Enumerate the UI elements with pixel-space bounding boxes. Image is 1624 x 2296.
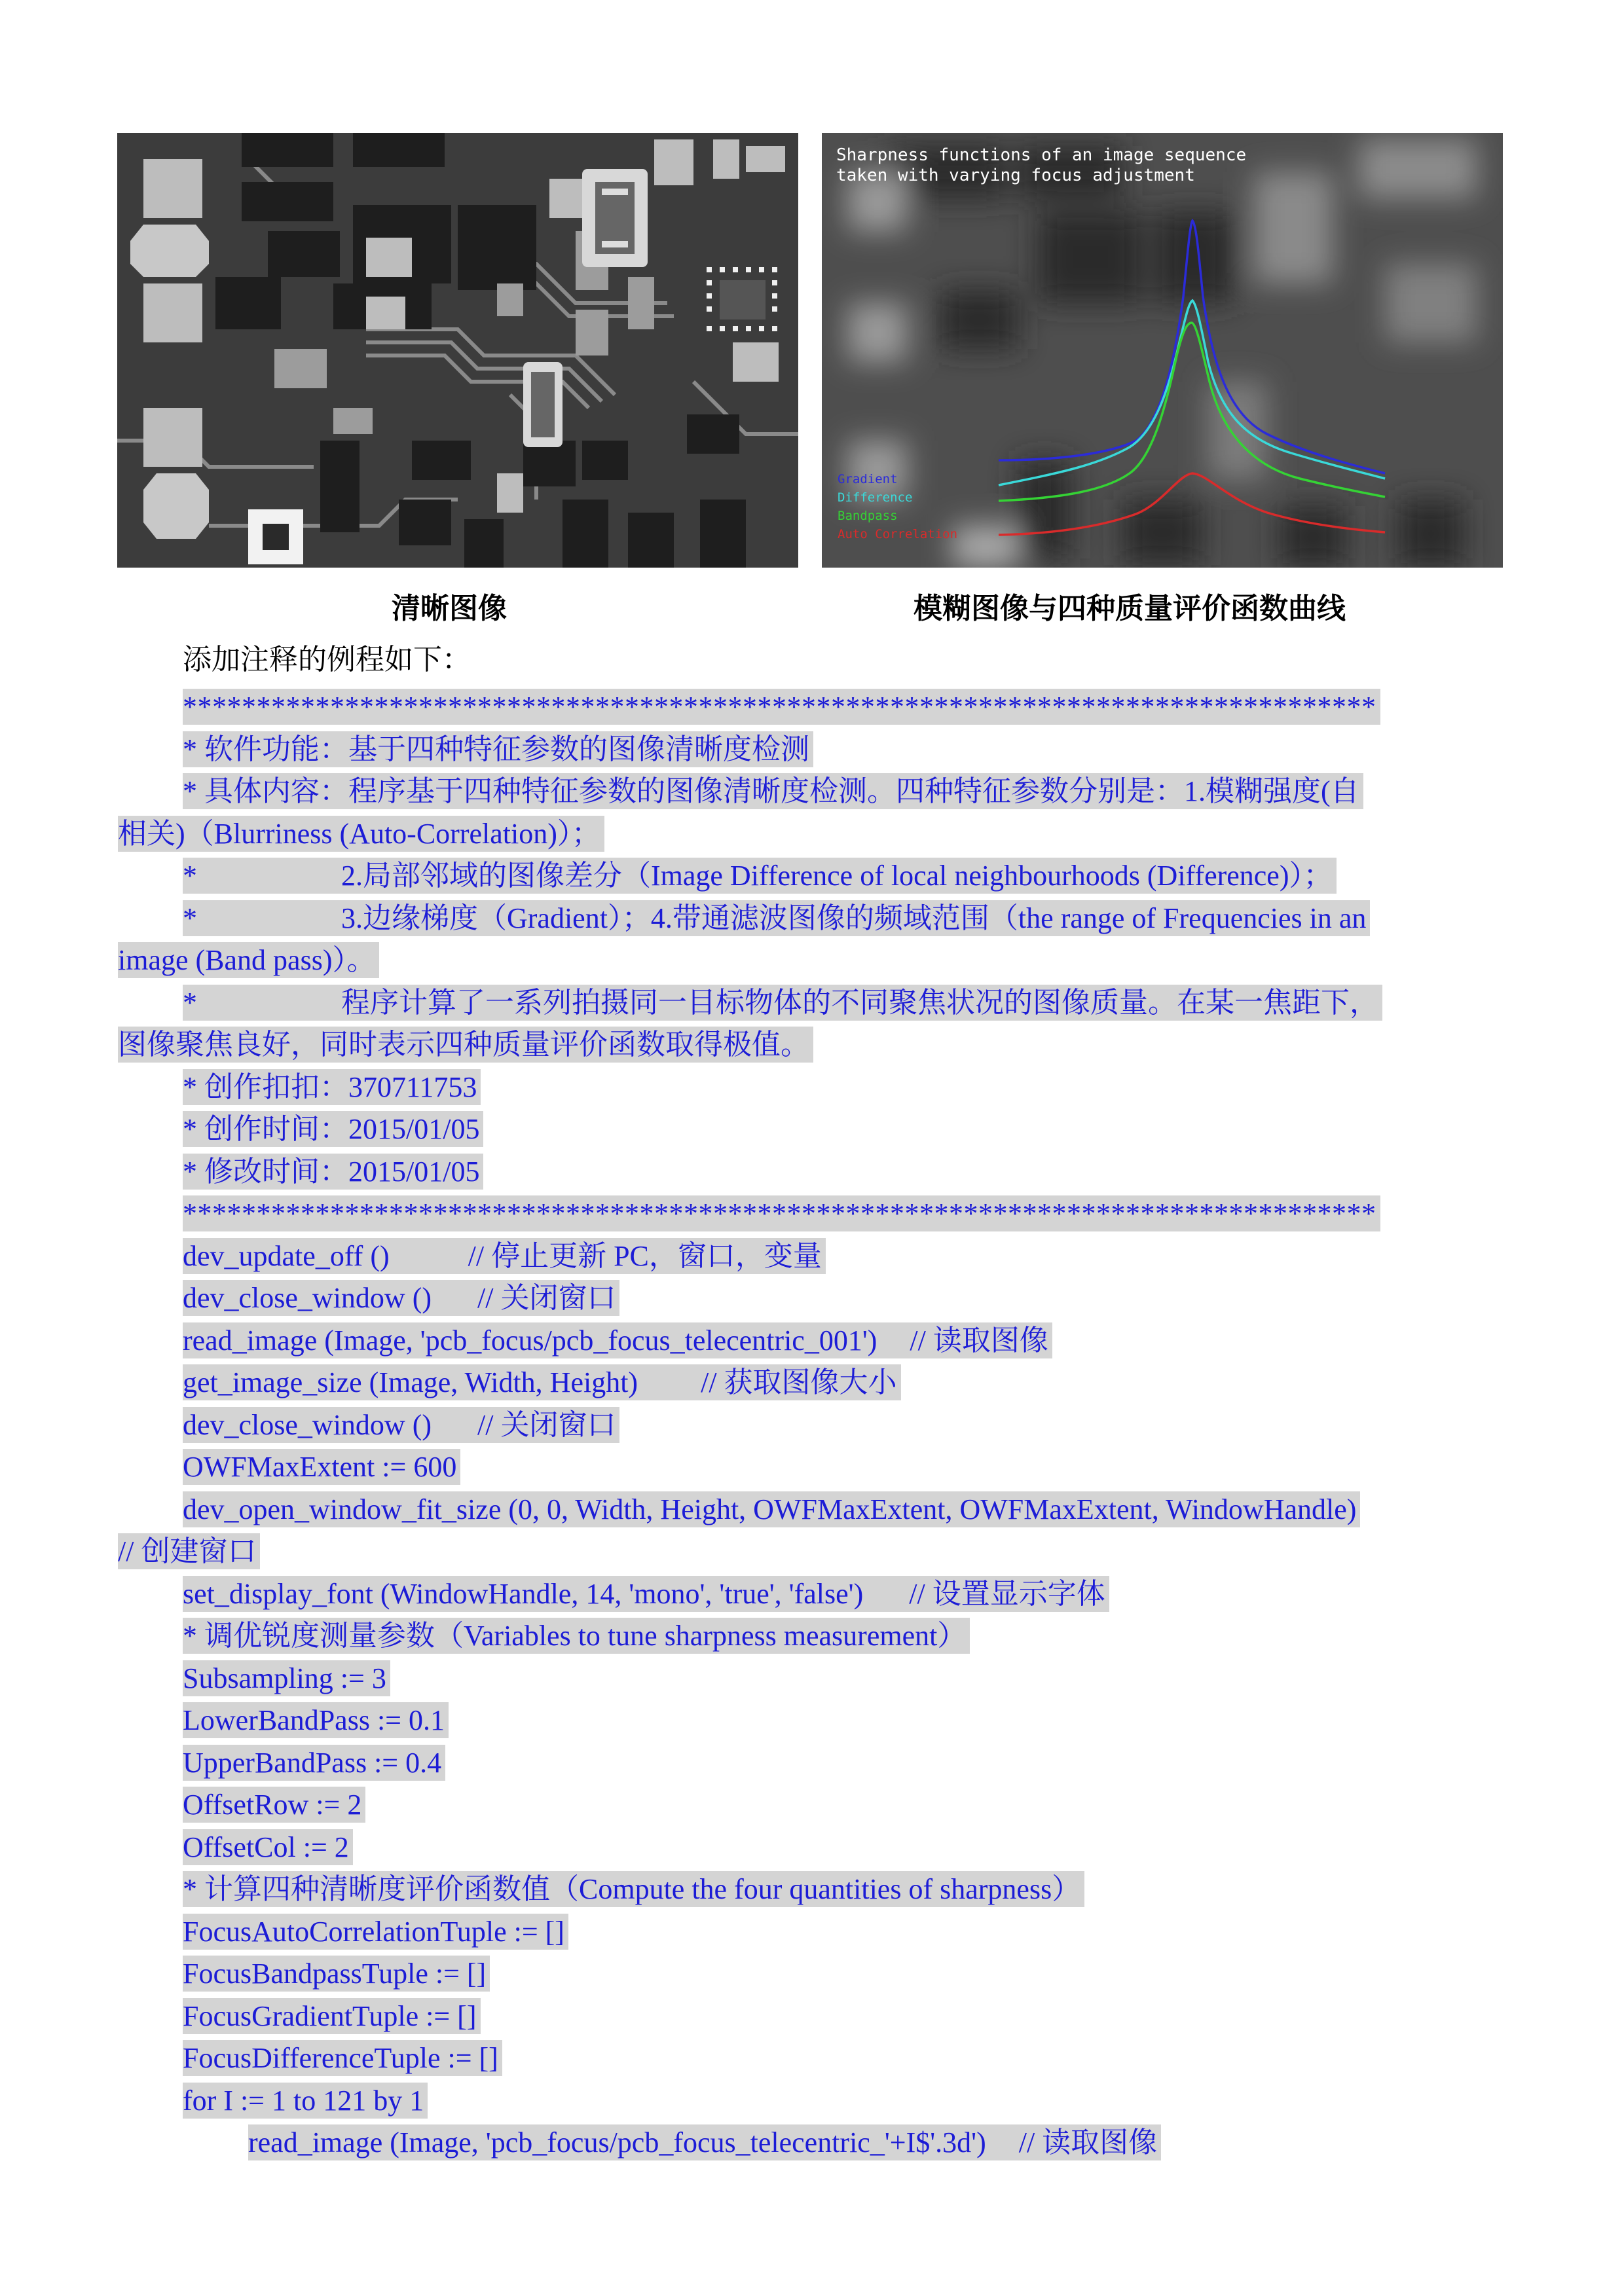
code-offset-col: OffsetCol := 2 bbox=[183, 1829, 353, 1865]
comment-local-difference: * 2.局部邻域的图像差分（Image Difference of local neighbourhoods (Difference)）； bbox=[183, 858, 1337, 894]
comment-gradient-bandpass: * 3.边缘梯度（Gradient）；4.带通滤波图像的频域范围（the range of Frequencies in an bbox=[183, 900, 1370, 936]
comment-stars-bottom: ********************************************************************************* bbox=[183, 1195, 1380, 1231]
legend-auto-correlation: Auto Correlation bbox=[838, 527, 958, 541]
code-focus-difference-tuple: FocusDifferenceTuple := [] bbox=[183, 2040, 502, 2076]
comment-stars-top: ********************************************************************************* bbox=[183, 689, 1380, 725]
comment-modified: * 修改时间：2015/01/05 bbox=[183, 1154, 483, 1190]
caption-sharp-image: 清晰图像 bbox=[392, 592, 507, 625]
intro-text: 添加注释的例程如下： bbox=[183, 644, 471, 676]
comment-tune-params: * 调优锐度测量参数（Variables to tune sharpness measurement） bbox=[183, 1618, 970, 1654]
code-offset-row: OffsetRow := 2 bbox=[183, 1787, 365, 1823]
code-read-image-2: read_image (Image, 'pcb_focus/pcb_focus_telecentric_'+I$'.3d') // 读取图像 bbox=[248, 2124, 1161, 2160]
code-owf-max-extent: OWFMaxExtent := 600 bbox=[183, 1449, 460, 1485]
legend-gradient: Gradient bbox=[838, 472, 898, 486]
code-focus-autocorr-tuple: FocusAutoCorrelationTuple := [] bbox=[183, 1914, 568, 1950]
code-dev-close-window-2: dev_close_window () // 关闭窗口 bbox=[183, 1407, 619, 1443]
code-listing bbox=[0, 685, 1624, 2164]
comment-compute: * 计算四种清晰度评价函数值（Compute the four quantities of sharpness） bbox=[183, 1871, 1084, 1907]
overlay-title-line-1: Sharpness functions of an image sequence bbox=[836, 145, 1247, 165]
comment-content: * 具体内容：程序基于四种特征参数的图像清晰度检测。四种特征参数分别是：1.模糊强度(自 bbox=[183, 773, 1363, 809]
code-subsampling: Subsampling := 3 bbox=[183, 1660, 390, 1696]
comment-program-desc-cont: 图像聚焦良好，同时表示四种质量评价函数取得极值。 bbox=[118, 1027, 813, 1063]
caption-blurred-image: 模糊图像与四种质量评价函数曲线 bbox=[913, 592, 1346, 625]
code-read-image-1: read_image (Image, 'pcb_focus/pcb_focus_telecentric_001') // 读取图像 bbox=[183, 1322, 1052, 1358]
code-dev-close-window-1: dev_close_window () // 关闭窗口 bbox=[183, 1280, 619, 1316]
comment-function: * 软件功能：基于四种特征参数的图像清晰度检测 bbox=[183, 731, 813, 767]
overlay-title-line-2: taken with varying focus adjustment bbox=[836, 166, 1195, 185]
code-focus-bandpass-tuple: FocusBandpassTuple := [] bbox=[183, 1956, 490, 1992]
code-dev-open-window: dev_open_window_fit_size (0, 0, Width, Height, OWFMaxExtent, OWFMaxExtent, WindowHandle) bbox=[183, 1491, 1360, 1527]
legend-bandpass: Bandpass bbox=[838, 509, 898, 523]
code-dev-open-window-comment: // 创建窗口 bbox=[118, 1533, 260, 1569]
comment-program-desc: * 程序计算了一系列拍摄同一目标物体的不同聚焦状况的图像质量。在某一焦距下， bbox=[183, 985, 1382, 1021]
code-upper-band-pass: UpperBandPass := 0.4 bbox=[183, 1745, 445, 1781]
code-dev-update-off: dev_update_off () // 停止更新 PC，窗口，变量 bbox=[183, 1238, 826, 1274]
comment-created: * 创作时间：2015/01/05 bbox=[183, 1111, 483, 1147]
code-focus-gradient-tuple: FocusGradientTuple := [] bbox=[183, 1998, 481, 2034]
comment-gradient-bandpass-cont: image (Band pass)）。 bbox=[118, 942, 379, 978]
code-for-loop: for I := 1 to 121 by 1 bbox=[183, 2083, 428, 2119]
comment-content-cont: 相关)（Blurriness (Auto-Correlation)）； bbox=[118, 816, 604, 852]
code-set-display-font: set_display_font (WindowHandle, 14, 'mono', 'true', 'false') // 设置显示字体 bbox=[183, 1576, 1109, 1612]
code-lower-band-pass: LowerBandPass := 0.1 bbox=[183, 1702, 449, 1738]
blurred-image-with-curves bbox=[822, 133, 1503, 568]
sharp-pcb-image bbox=[117, 133, 798, 568]
legend-difference: Difference bbox=[838, 490, 913, 505]
comment-author: * 创作扣扣：370711753 bbox=[183, 1069, 481, 1105]
code-get-image-size: get_image_size (Image, Width, Height) // 获取图像大小 bbox=[183, 1364, 901, 1400]
